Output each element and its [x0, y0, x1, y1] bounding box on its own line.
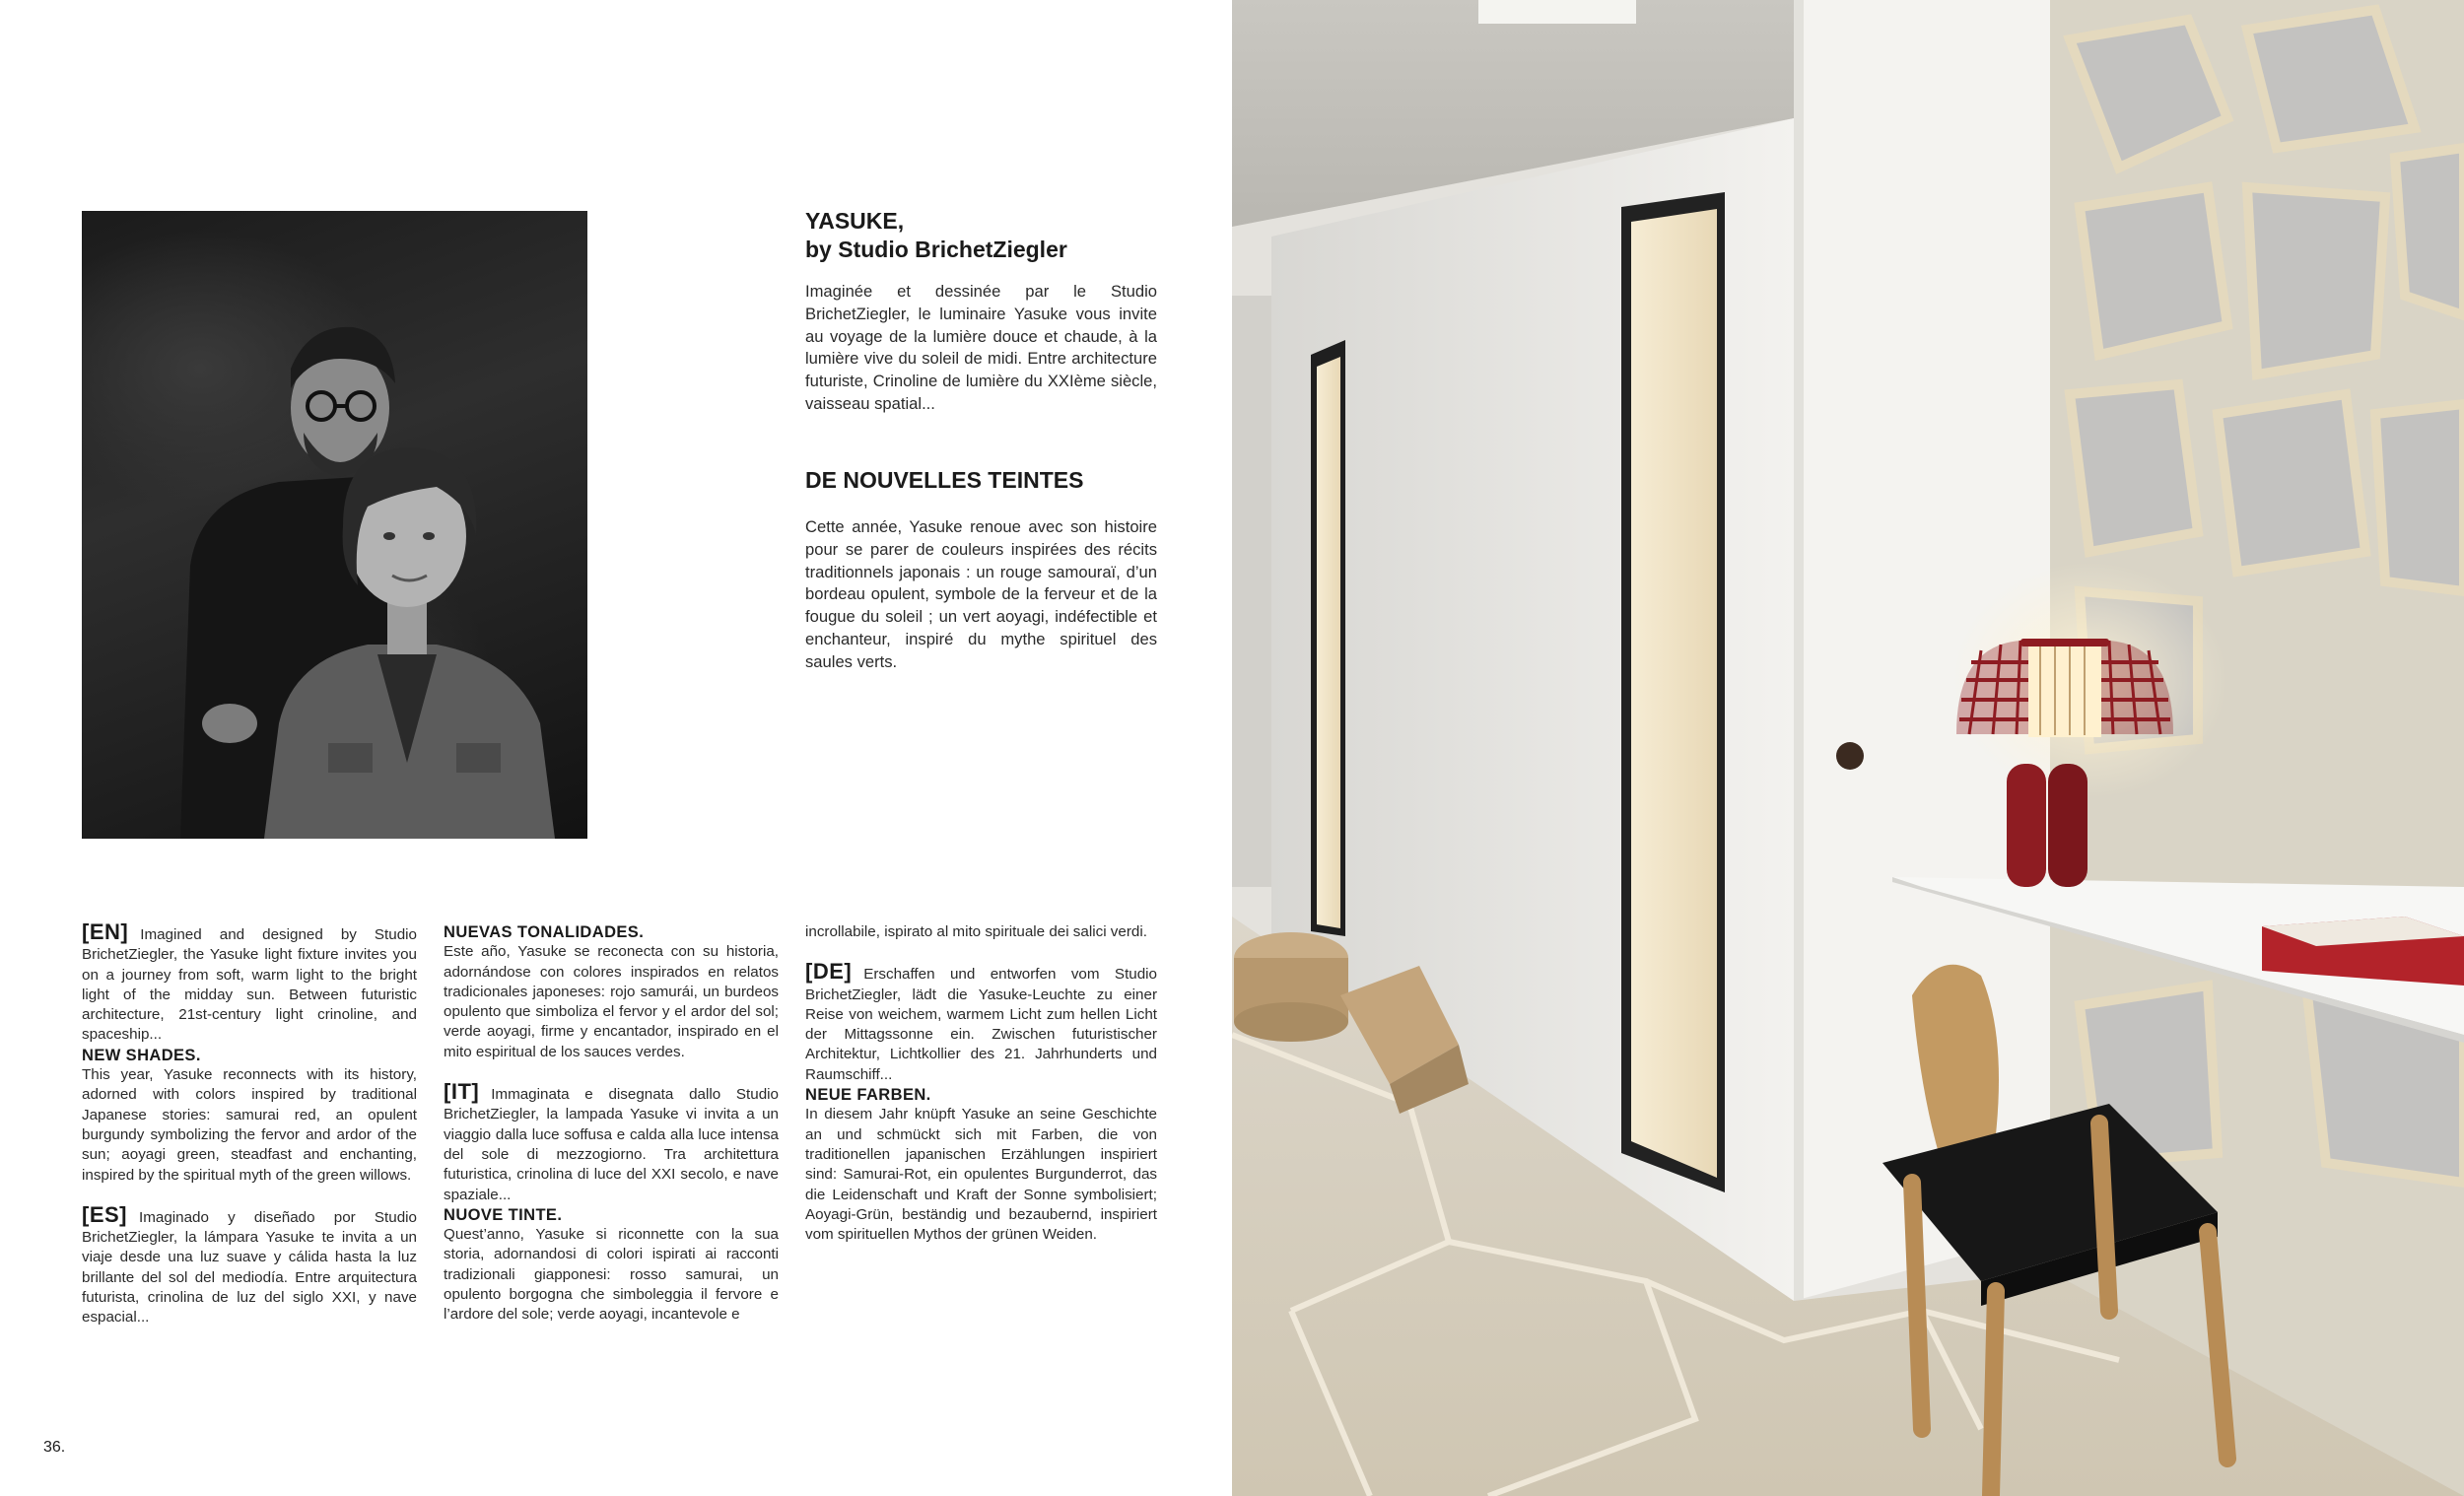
italian-subheading: NUOVE TINTE.	[444, 1205, 563, 1224]
italian-body-part-1: Quest’anno, Yasuke si riconnette con la sua storia, adornandosi di colori ispirati ai racconti tradizionali giapponesi: rosso samurai, un opulento borgogna che simboleggia il fervore e l’ardore del sole; verde aoyagi, incantevole e	[444, 1226, 779, 1324]
german-subheading: NEUE FARBEN.	[805, 1086, 931, 1105]
french-body: Cette année, Yasuke renoue avec son histoire pour se parer de couleurs inspirées des récits traditionnels japonais : un rouge samouraï, d’un bordeau opulent, symbole de la ferveur et de la fougue du soleil ; un vert aoyagi, indéfectible et enchanteur, inspiré du mythe spirituel des saules verts.	[805, 517, 1157, 671]
spanish-intro: Imaginado y diseñado por Studio BrichetZiegler, la lámpara Yasuke te invita a un viaje desde una luz suave y cálida hasta la luz brillante del sol del mediodía. Entre arquitectura futurista, crinolina de luz del siglo XXI, y nave espacial...	[82, 1208, 417, 1326]
interior-photo	[1232, 0, 2464, 1496]
spanish-intro-paragraph	[82, 1201, 417, 1328]
german-intro-paragraph	[805, 959, 1157, 1085]
english-subheading: NEW SHADES.	[82, 1046, 201, 1064]
italian-intro: Immaginata e disegnata dallo Studio BrichetZiegler, la lampada Yasuke vi invita a un viaggio dalla luce soffusa e calda alla luce intensa del sole di mezzogiorno. Tra architettura futuristica, crinolina di luce del XXI secolo, e nave spaziale...	[444, 1086, 779, 1203]
title-line-1: YASUKE,	[805, 208, 905, 234]
german-body: In diesem Jahr knüpft Yasuke an seine Geschichte an und schmückt sich mit Farben, die von traditionellen japanischen Erzählungen inspiriert sind: Samurai-Rot, ein opulentes Burgunderrot, das die Leidenschaft und Kraft der Sonne symbolisiert; Aoyagi-Grün, beständig und bezaubernd, inspiriert vom spirituellen Mythos der grünen Weiden.	[805, 1106, 1157, 1244]
italian-intro-paragraph	[444, 1079, 779, 1205]
portrait-illustration	[82, 211, 587, 839]
english-intro-paragraph	[82, 919, 417, 1046]
spanish-subheading: NUEVAS TONALIDADES.	[444, 923, 645, 941]
page-number: 36.	[43, 1439, 66, 1456]
italian-body-part-2: incrollabile, ispirato al mito spirituale dei salici verdi.	[805, 923, 1147, 940]
english-tag: [EN]	[82, 919, 129, 944]
column-3	[805, 922, 1157, 1245]
column-2	[444, 922, 779, 1326]
english-intro: Imagined and designed by Studio BrichetZiegler, the Yasuke light fixture invites you on a journey from soft, warm light to the bright light of the midday sun. Between futuristic architecture, 21st-century light crinoline, and spaceship...	[82, 926, 417, 1044]
designers-portrait-photo	[82, 211, 587, 839]
spanish-tag: [ES]	[82, 1201, 127, 1227]
title-line-2: by Studio BrichetZiegler	[805, 237, 1067, 262]
french-subheading: DE NOUVELLES TEINTES	[805, 467, 1084, 493]
french-intro: Imaginée et dessinée par le Studio BrichetZiegler, le luminaire Yasuke vous invite au voyage de la lumière douce et chaude, à la lumière vive du soleil de midi. Entre architecture futuriste, Crinoline de lumière du XXIème siècle, vaisseau spatial...	[805, 282, 1157, 413]
article-title	[805, 207, 1160, 264]
german-intro: Erschaffen und entworfen vom Studio BrichetZiegler, lädt die Yasuke-Leuchte zu einer Reise von weichem, warmem Licht zum hellen Licht der Mittagssonne ein. Zwischen futuristischer Architektur, Lichtkollier des 21. Jahrhunderts und Raumschiff...	[805, 966, 1157, 1083]
english-body: This year, Yasuke reconnects with its history, adorned with colors inspired by traditional Japanese stories: samurai red, an opulent burgundy symbolizing the fervor and ardor of the sun; aoyagi green, steadfast and enchanting, inspired by the spiritual myth of the green willows.	[82, 1066, 417, 1184]
german-tag: [DE]	[805, 959, 853, 985]
column-1	[82, 919, 417, 1328]
italian-tag: [IT]	[444, 1079, 480, 1105]
spanish-body: Este año, Yasuke se reconecta con su historia, adornándose con colores inspirados en relatos tradicionales japoneses: rojo samurái, un burdeos opulento que simboliza el fervor y el ardor del sol; verde aoyagi, firme y encantador, inspirado en el mito espiritual de los sauces verdes.	[444, 943, 779, 1060]
interior-scene-illustration	[1232, 0, 2464, 1496]
